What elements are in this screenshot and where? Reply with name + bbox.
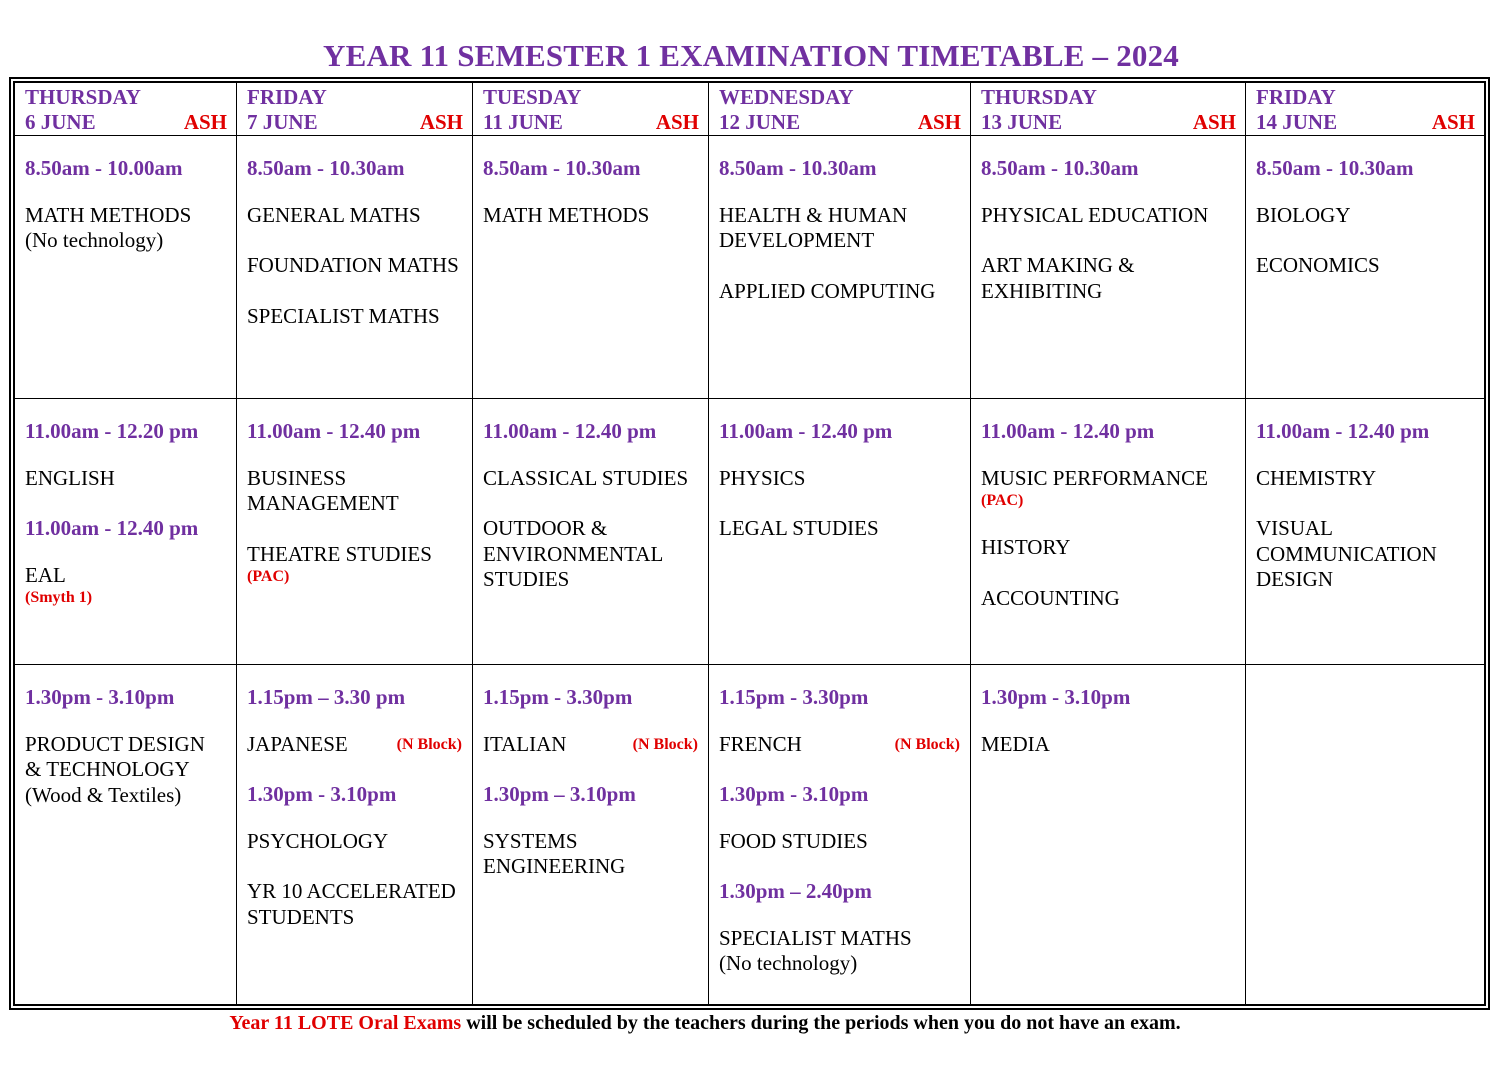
- afternoon-cell-5: [971, 665, 1246, 1005]
- room-note: (PAC): [981, 492, 1024, 509]
- day-name: THURSDAY: [25, 85, 141, 109]
- subject: SYSTEMS ENGINEERING: [483, 828, 626, 878]
- room-note: (Smyth 1): [25, 589, 93, 606]
- midday-cell-5: [971, 399, 1246, 665]
- subject: ENGLISH: [25, 465, 115, 490]
- subject: MATH METHODS: [25, 202, 192, 227]
- day-header-1: [15, 83, 237, 136]
- afternoon-cell-2: [237, 665, 473, 1005]
- day-date: 14 JUNE: [1256, 110, 1338, 134]
- subject-note: (No technology): [25, 228, 164, 252]
- day-name: WEDNESDAY: [719, 85, 854, 109]
- subject: HEALTH & HUMAN DEVELOPMENT: [719, 202, 908, 252]
- subject: ART MAKING & EXHIBITING: [981, 253, 1135, 303]
- subject: LEGAL STUDIES: [719, 516, 879, 540]
- subject: YR 10 ACCELERATED STUDENTS: [247, 879, 456, 929]
- session-time: 1.30pm - 3.10pm: [719, 782, 869, 806]
- room-note: (N Block): [632, 735, 698, 753]
- room-note: (PAC): [247, 568, 290, 585]
- midday-cell-6: [1246, 399, 1485, 665]
- afternoon-cell-4: [709, 665, 971, 1005]
- subject: THEATRE STUDIES: [247, 541, 432, 566]
- subject: FOUNDATION MATHS: [247, 253, 459, 277]
- day-header-2: [237, 83, 473, 136]
- morning-cell-1: [15, 136, 237, 399]
- subject: FOOD STUDIES: [719, 828, 868, 853]
- venue-label: ASH: [183, 110, 227, 134]
- subject-note: (Wood & Textiles): [25, 782, 182, 807]
- session-time: 11.00am - 12.40 pm: [483, 419, 657, 443]
- page-title: YEAR 11 SEMESTER 1 EXAMINATION TIMETABLE – 2024: [322, 38, 1179, 73]
- subject: VISUAL COMMUNICATION DESIGN: [1256, 516, 1437, 591]
- session-time: 11.00am - 12.40 pm: [719, 419, 893, 443]
- timetable-frame: [9, 77, 1490, 1010]
- subject: EAL: [25, 562, 66, 587]
- subject: GENERAL MATHS: [247, 202, 421, 227]
- session-time: 1.15pm - 3.30pm: [483, 685, 633, 709]
- day-header-3: [473, 83, 709, 136]
- subject: PSYCHOLOGY: [247, 828, 389, 853]
- subject: OUTDOOR & ENVIRONMENTAL STUDIES: [483, 516, 663, 591]
- day-name: FRIDAY: [1256, 85, 1336, 109]
- session-time: 11.00am - 12.40 pm: [25, 516, 199, 540]
- session-time: 11.00am - 12.40 pm: [1256, 419, 1430, 443]
- day-date: 6 JUNE: [25, 110, 96, 134]
- day-date: 13 JUNE: [981, 110, 1063, 134]
- afternoon-cell-1: [15, 665, 237, 1005]
- afternoon-cell-6: [1246, 665, 1485, 1005]
- subject: PRODUCT DESIGN & TECHNOLOGY: [25, 731, 205, 781]
- room-note: (N Block): [396, 735, 462, 753]
- session-time: 11.00am - 12.20 pm: [25, 419, 199, 443]
- venue-label: ASH: [1431, 110, 1475, 134]
- session-time: 11.00am - 12.40 pm: [981, 419, 1155, 443]
- session-time: 1.15pm - 3.30pm: [719, 685, 869, 709]
- subject: APPLIED COMPUTING: [719, 278, 936, 303]
- subject: MUSIC PERFORMANCE: [981, 465, 1208, 490]
- subject: HISTORY: [981, 535, 1071, 559]
- footer-highlight: Year 11 LOTE Oral Exams: [229, 1012, 462, 1034]
- subject: FRENCH: [719, 731, 802, 756]
- subject-row: [719, 732, 960, 758]
- subject: MEDIA: [981, 731, 1050, 756]
- subject: JAPANESE: [247, 731, 348, 756]
- afternoon-cell-3: [473, 665, 709, 1005]
- day-name: TUESDAY: [483, 85, 582, 109]
- subject: PHYSICS: [719, 465, 806, 490]
- morning-session-row: [15, 136, 1485, 399]
- subject-row: [247, 732, 462, 758]
- subject: SPECIALIST MATHS: [719, 925, 912, 950]
- session-time: 1.15pm – 3.30 pm: [247, 685, 406, 709]
- venue-label: ASH: [655, 110, 699, 134]
- morning-cell-3: [473, 136, 709, 399]
- morning-cell-5: [971, 136, 1246, 399]
- session-time: 8.50am - 10.30am: [981, 156, 1139, 180]
- timetable-inner-border: [13, 81, 1486, 1006]
- subject-row: [483, 732, 698, 758]
- day-name: FRIDAY: [247, 85, 327, 109]
- session-time: 1.30pm – 3.10pm: [483, 782, 636, 806]
- session-time: 1.30pm - 3.10pm: [25, 685, 175, 709]
- venue-label: ASH: [419, 110, 463, 134]
- subject: BIOLOGY: [1256, 202, 1351, 227]
- afternoon-session-row: [15, 665, 1485, 1005]
- session-time: 8.50am - 10.30am: [719, 156, 877, 180]
- day-header-6: [1246, 83, 1485, 136]
- day-name: THURSDAY: [981, 85, 1097, 109]
- room-note: (N Block): [894, 735, 960, 753]
- midday-session-row: [15, 399, 1485, 665]
- subject: CLASSICAL STUDIES: [483, 465, 689, 490]
- session-time: 8.50am - 10.30am: [1256, 156, 1414, 180]
- day-date: 11 JUNE: [483, 110, 563, 134]
- midday-cell-1: [15, 399, 237, 665]
- day-date: 7 JUNE: [247, 110, 318, 134]
- session-time: 1.30pm - 3.10pm: [247, 782, 397, 806]
- subject: ECONOMICS: [1256, 253, 1380, 277]
- venue-label: ASH: [917, 110, 961, 134]
- session-time: 8.50am - 10.30am: [247, 156, 405, 180]
- day-date: 12 JUNE: [719, 110, 801, 134]
- subject: CHEMISTRY: [1256, 465, 1377, 490]
- midday-cell-4: [709, 399, 971, 665]
- subject: BUSINESS MANAGEMENT: [247, 465, 399, 515]
- subject: ACCOUNTING: [981, 585, 1120, 610]
- subject: PHYSICAL EDUCATION: [981, 202, 1209, 227]
- session-time: 8.50am - 10.00am: [25, 156, 183, 180]
- timetable: [14, 82, 1485, 1005]
- footer-text: will be scheduled by the teachers during the periods when you do not have an exam.: [461, 1012, 1181, 1034]
- midday-cell-2: [237, 399, 473, 665]
- footer-note: [0, 1012, 1410, 1035]
- day-header-5: [971, 83, 1246, 136]
- morning-cell-4: [709, 136, 971, 399]
- morning-cell-2: [237, 136, 473, 399]
- venue-label: ASH: [1192, 110, 1236, 134]
- subject: SPECIALIST MATHS: [247, 303, 440, 328]
- subject: ITALIAN: [483, 731, 567, 756]
- day-header-4: [709, 83, 971, 136]
- subject-note: (No technology): [719, 951, 858, 975]
- header-row: [15, 83, 1485, 136]
- subject: MATH METHODS: [483, 202, 650, 227]
- midday-cell-3: [473, 399, 709, 665]
- session-time: 11.00am - 12.40 pm: [247, 419, 421, 443]
- morning-cell-6: [1246, 136, 1485, 399]
- session-time: 1.30pm – 2.40pm: [719, 879, 872, 903]
- session-time: 1.30pm - 3.10pm: [981, 685, 1131, 709]
- session-time: 8.50am - 10.30am: [483, 156, 641, 180]
